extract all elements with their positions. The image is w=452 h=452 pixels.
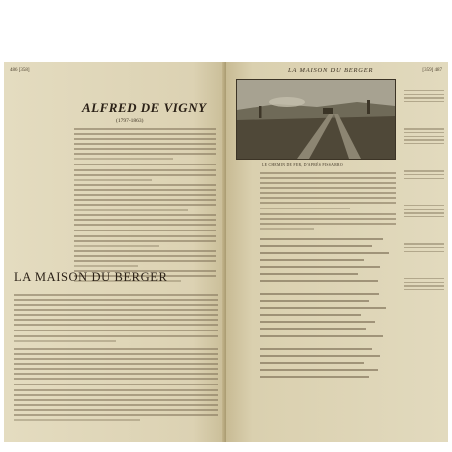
commentary-paragraph [14,348,218,424]
poem-stanzas [260,238,400,383]
railway-photo [236,79,396,160]
right-folio: [359] 487 [422,68,442,73]
photo-caption: LE CHEMIN DE FER, D'APRÈS PISSARRO [262,163,343,167]
left-page [4,62,226,442]
right-page [226,62,448,442]
argument-text [260,172,396,233]
left-folio: 486 [358] [10,68,30,73]
section-heading: LA MAISON DU BERGER [14,270,168,284]
biography-text [74,128,216,285]
running-title: LA MAISON DU BERGER [288,67,374,74]
author-dates: (1797-1863) [116,118,144,124]
margin-notes [404,90,444,316]
author-heading: ALFRED DE VIGNY [82,100,207,115]
railway-landscape-illustration [237,80,395,159]
book-spread [4,62,448,442]
introduction-paragraph [14,294,218,345]
